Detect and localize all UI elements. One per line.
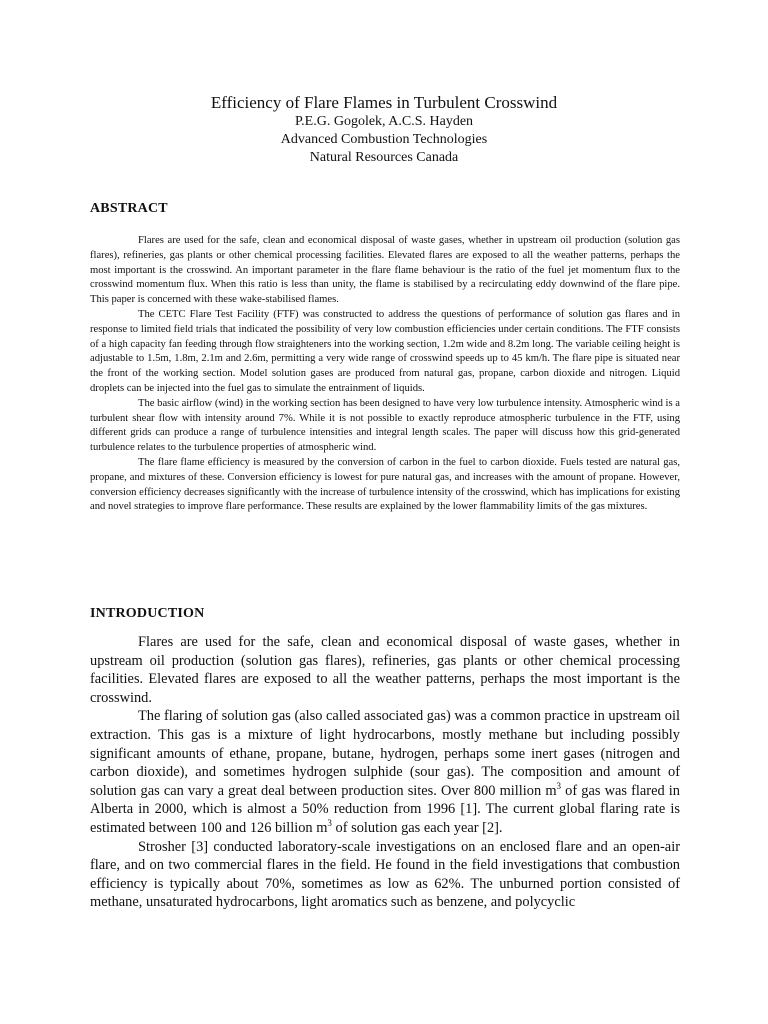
paper-title: Efficiency of Flare Flames in Turbulent Crosswind [210, 93, 558, 112]
introduction-body [90, 633, 680, 912]
intro-paragraph: Strosher [3] conducted laboratory-scale investigations on an enclosed flare and an open-air flare, and on two commercial flares in the field. He found in the field investigations that combustion efficiency is typically about 70%, sometimes as low as 62%. The unburned portion consisted of methane, unsaturated hydrocarbons, light aromatics such as benzene, and polycyclic [90, 838, 680, 911]
superscript: 3 [556, 780, 562, 791]
intro-paragraph: Flares are used for the safe, clean and economical disposal of waste gases, whether in upstream oil production (solution gas flares), refineries, gas plants or other chemical processing facilities. Elevated flares are exposed to all the weather patterns, perhaps the most important is the crosswind. [90, 634, 680, 706]
abstract-heading: ABSTRACT [90, 201, 168, 216]
superscript: 3 [327, 818, 332, 829]
intro-text: of solution gas each year [2]. [331, 819, 503, 836]
intro-text: of gas was flared in Alberta in 2000, which is almost a 50% reduction from 1996 [1]. The current global flaring rate is estimated between 100 and 126 billion m [90, 782, 680, 836]
intro-paragraph [90, 707, 680, 837]
intro-text: The flaring of solution gas (also called associated gas) was a common practice in upstream oil extraction. This gas is a mixture of light hydrocarbons, mostly methane but including possibly significant amounts of ethane, propane, butane, hydrogen, perhaps some inert gases (nitrogen and carbon dioxide), and sometimes hydrogen sulphide (sour gas). The composition and amount of solution gas can vary a great deal between production sites. Over 800 million m [90, 708, 680, 799]
title-block [0, 93, 768, 167]
authors: P.E.G. Gogolek, A.C.S. Hayden [294, 114, 474, 129]
abstract-paragraph: The flare flame efficiency is measured by the conversion of carbon in the fuel to carbon dioxide. Fuels tested are natural gas, propane, and mixtures of these. Conversion efficiency is lowest for pure natural gas, and increases with the amount of propane. However, conversion efficiency decreases significantly with the increase of turbulence intensity of the crosswind, which has implications for existing and novel strategies to improve flare performance. These results are explained by the lower flammability limits of the gas mixtures. [90, 456, 680, 513]
abstract-paragraph: Flares are used for the safe, clean and economical disposal of waste gases, whether in upstream oil production (solution gas flares), refineries, gas plants or other chemical processing facilities. Elevated flares are exposed to all the weather patterns, perhaps the most important is the crosswind. An important parameter in the flare flame behaviour is the ratio of the fuel jet momentum flux to the crosswind momentum flux. When this ratio is less than unity, the flame is stabilised by a recirculating eddy downwind of the flare pipe. This paper is concerned with these wake-stabilised flames. [90, 235, 680, 306]
introduction-heading: INTRODUCTION [90, 606, 205, 621]
abstract-body [90, 234, 680, 515]
organization: Natural Resources Canada [309, 150, 459, 165]
abstract-paragraph: The basic airflow (wind) in the working section has been designed to have very low turbulence intensity. Atmospheric wind is a turbulent shear flow with intensity around 7%. While it is not possible to exactly reproduce atmospheric turbulence in the FTF, using different grids can produce a range of turbulence intensities and integral length scales. The paper will discuss how this grid-generated turbulence relates to the turbulence properties of atmospheric wind. [90, 397, 680, 454]
affiliation: Advanced Combustion Technologies [280, 132, 488, 147]
abstract-paragraph: The CETC Flare Test Facility (FTF) was constructed to address the questions of performance of solution gas flares and in response to limited field trials that indicated the possibility of very low combustion efficiencies under certain conditions. The FTF consists of a high capacity fan feeding through flow straighteners into the working section, 1.2m wide and 8.2m long. The variable ceiling height is adjustable to 1.5m, 1.8m, 2.1m and 2.6m, permitting a very wide range of crosswind speeds up to 45 km/h. The flare pipe is situated near the front of the working section. Model solution gases are produced from natural gas, propane, carbon dioxide and nitrogen. Liquid droplets can be injected into the fuel gas to simulate the entrainment of liquids. [90, 308, 680, 394]
